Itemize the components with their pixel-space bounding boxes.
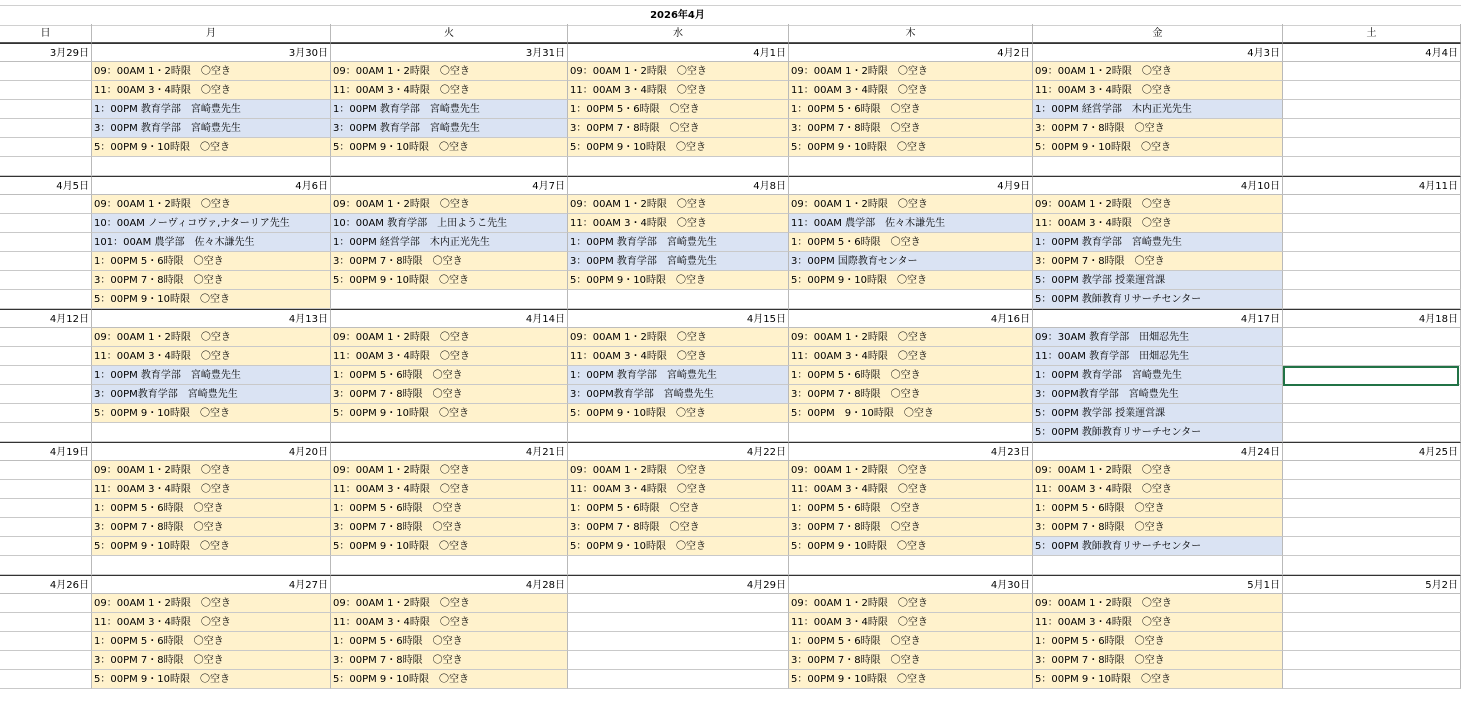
empty-cell[interactable] [1283,594,1461,613]
event-cell[interactable]: 3：00PM 教育学部 宮崎豊先生 [568,252,789,271]
empty-cell[interactable] [1283,423,1461,442]
empty-cell[interactable] [1283,385,1461,404]
date-cell[interactable]: 4月23日 [789,442,1033,461]
event-cell[interactable]: 1：00PM 教育学部 宮崎豊先生 [92,366,331,385]
event-cell[interactable]: 3：00PM 7・8時限 〇空き [331,385,568,404]
event-cell[interactable]: 3：00PM 7・8時限 〇空き [92,271,331,290]
empty-cell[interactable] [0,100,92,119]
empty-cell[interactable] [1283,138,1461,157]
event-cell[interactable]: 09：30AM 教育学部 田畑忍先生 [1033,328,1283,347]
date-cell[interactable]: 5月1日 [1033,575,1283,594]
date-cell[interactable]: 4月26日 [0,575,92,594]
event-cell[interactable]: 11：00AM 3・4時限 〇空き [92,613,331,632]
event-cell[interactable]: 09：00AM 1・2時限 〇空き [568,461,789,480]
date-cell[interactable]: 4月7日 [331,176,568,195]
calendar-title[interactable]: 2026年4月 [650,10,705,21]
empty-cell[interactable] [789,423,1033,442]
event-cell[interactable]: 11：00AM 3・4時限 〇空き [1033,613,1283,632]
event-cell[interactable]: 5：00PM 教学部 授業運営課 [1033,271,1283,290]
event-cell[interactable]: 3：00PM 7・8時限 〇空き [789,651,1033,670]
date-cell[interactable]: 4月17日 [1033,309,1283,328]
title-row [0,5,1461,26]
event-cell[interactable]: 5：00PM 9・10時限 〇空き [789,537,1033,556]
event-cell[interactable]: 1：00PM 5・6時限 〇空き [1033,499,1283,518]
empty-cell[interactable] [1283,670,1461,689]
date-cell[interactable]: 3月29日 [0,43,92,62]
event-cell[interactable]: 11：00AM 3・4時限 〇空き [789,480,1033,499]
empty-cell[interactable] [1283,366,1461,385]
empty-cell[interactable] [0,62,92,81]
event-cell[interactable]: 5：00PM 教師教育リサーチセンター [1033,290,1283,309]
empty-cell[interactable] [0,81,92,100]
event-cell[interactable]: 5：00PM 9・10時限 〇空き [331,404,568,423]
event-cell[interactable]: 09：00AM 1・2時限 〇空き [331,62,568,81]
date-cell[interactable]: 4月5日 [0,176,92,195]
empty-cell[interactable] [0,119,92,138]
event-cell[interactable]: 11：00AM 3・4時限 〇空き [1033,214,1283,233]
event-cell[interactable]: 1：00PM 5・6時限 〇空き [789,632,1033,651]
date-cell[interactable]: 4月20日 [92,442,331,461]
event-cell[interactable]: 3：00PM 7・8時限 〇空き [568,518,789,537]
event-cell[interactable]: 3：00PM 国際教育センター [789,252,1033,271]
event-cell[interactable]: 1：00PM 教育学部 宮崎豊先生 [1033,233,1283,252]
event-cell[interactable]: 09：00AM 1・2時限 〇空き [1033,594,1283,613]
empty-cell[interactable] [1283,233,1461,252]
empty-cell[interactable] [1283,347,1461,366]
empty-cell[interactable] [1283,480,1461,499]
event-cell[interactable]: 09：00AM 1・2時限 〇空き [789,594,1033,613]
weekday-header-5: 金 [1033,24,1283,43]
empty-cell[interactable] [331,556,568,575]
event-cell[interactable]: 5：00PM 9・10時限 〇空き [1033,670,1283,689]
event-cell[interactable]: 09：00AM 1・2時限 〇空き [568,195,789,214]
date-cell[interactable]: 4月10日 [1033,176,1283,195]
event-cell[interactable]: 1：00PM 教育学部 宮崎豊先生 [92,100,331,119]
event-cell[interactable]: 09：00AM 1・2時限 〇空き [568,62,789,81]
event-cell[interactable]: 09：00AM 1・2時限 〇空き [568,328,789,347]
date-cell[interactable]: 4月30日 [789,575,1033,594]
event-cell[interactable]: 1：00PM 5・6時限 〇空き [331,499,568,518]
event-cell[interactable]: 3：00PM 7・8時限 〇空き [331,252,568,271]
empty-cell[interactable] [0,214,92,233]
event-cell[interactable]: 09：00AM 1・2時限 〇空き [331,328,568,347]
event-cell[interactable]: 3：00PM 7・8時限 〇空き [331,518,568,537]
event-cell[interactable]: 1：00PM 5・6時限 〇空き [331,632,568,651]
event-cell[interactable]: 1：00PM 5・6時限 〇空き [568,499,789,518]
date-cell[interactable]: 4月11日 [1283,176,1461,195]
event-cell[interactable]: 09：00AM 1・2時限 〇空き [789,195,1033,214]
empty-cell[interactable] [1283,518,1461,537]
event-cell[interactable]: 5：00PM 9・10時限 〇空き [568,138,789,157]
event-cell[interactable]: 09：00AM 1・2時限 〇空き [789,461,1033,480]
empty-cell[interactable] [0,632,92,651]
event-cell[interactable]: 5：00PM 9・10時限 〇空き [568,404,789,423]
empty-cell[interactable] [0,347,92,366]
event-cell[interactable]: 3：00PM 7・8時限 〇空き [1033,518,1283,537]
date-cell[interactable]: 4月9日 [789,176,1033,195]
empty-cell[interactable] [1283,271,1461,290]
event-cell[interactable]: 5：00PM 9・10時限 〇空き [789,138,1033,157]
event-cell[interactable]: 09：00AM 1・2時限 〇空き [789,62,1033,81]
event-cell[interactable]: 1：00PM 教育学部 宮崎豊先生 [331,100,568,119]
event-cell[interactable]: 09：00AM 1・2時限 〇空き [92,461,331,480]
event-cell[interactable]: 11：00AM 3・4時限 〇空き [568,214,789,233]
event-cell[interactable]: 5：00PM 9・10時限 〇空き [1033,138,1283,157]
event-cell[interactable]: 1：00PM 経営学部 木内正光先生 [331,233,568,252]
empty-cell[interactable] [789,556,1033,575]
empty-cell[interactable] [1283,499,1461,518]
empty-cell[interactable] [0,594,92,613]
date-cell[interactable]: 3月31日 [331,43,568,62]
empty-cell[interactable] [0,195,92,214]
event-cell[interactable]: 5：00PM 9・10時限 〇空き [331,537,568,556]
empty-cell[interactable] [1283,195,1461,214]
event-cell[interactable]: 11：00AM 3・4時限 〇空き [789,347,1033,366]
event-cell[interactable]: 5：00PM 9・10時限 〇空き [92,404,331,423]
event-cell[interactable]: 09：00AM 1・2時限 〇空き [1033,461,1283,480]
date-cell[interactable]: 4月21日 [331,442,568,461]
event-cell[interactable]: 5：00PM 9・10時限 〇空き [92,290,331,309]
event-cell[interactable]: 09：00AM 1・2時限 〇空き [331,195,568,214]
event-cell[interactable]: 5：00PM 9・10時限 〇空き [331,271,568,290]
event-cell[interactable]: 1：00PM 5・6時限 〇空き [92,252,331,271]
empty-cell[interactable] [568,651,789,670]
date-cell[interactable]: 4月29日 [568,575,789,594]
empty-cell[interactable] [0,404,92,423]
empty-cell[interactable] [1283,613,1461,632]
event-cell[interactable]: 1：00PM 5・6時限 〇空き [789,233,1033,252]
date-cell[interactable]: 4月25日 [1283,442,1461,461]
date-cell[interactable]: 4月14日 [331,309,568,328]
event-cell[interactable]: 11：00AM 3・4時限 〇空き [568,81,789,100]
empty-cell[interactable] [1033,157,1283,176]
event-cell[interactable]: 5：00PM 9・10時限 〇空き [331,670,568,689]
empty-cell[interactable] [568,613,789,632]
date-cell[interactable]: 4月4日 [1283,43,1461,62]
event-cell[interactable]: 09：00AM 1・2時限 〇空き [331,594,568,613]
event-cell[interactable]: 1：00PM 教育学部 宮崎豊先生 [568,233,789,252]
event-cell[interactable]: 5：00PM 9・10時限 〇空き [92,670,331,689]
event-cell[interactable]: 3：00PM 7・8時限 〇空き [92,518,331,537]
event-cell[interactable]: 1：00PM 5・6時限 〇空き [331,366,568,385]
event-cell[interactable]: 3：00PM 7・8時限 〇空き [789,119,1033,138]
event-cell[interactable]: 5：00PM 9・10時限 〇空き [789,404,1033,423]
event-cell[interactable]: 1：00PM 5・6時限 〇空き [789,100,1033,119]
weekday-header-2: 火 [331,24,568,43]
event-cell[interactable]: 5：00PM 9・10時限 〇空き [568,271,789,290]
event-cell[interactable]: 1：00PM 5・6時限 〇空き [568,100,789,119]
event-cell[interactable]: 3：00PM 教育学部 宮崎豊先生 [331,119,568,138]
empty-cell[interactable] [1283,62,1461,81]
event-cell[interactable]: 5：00PM 9・10時限 〇空き [789,271,1033,290]
date-cell[interactable]: 4月19日 [0,442,92,461]
event-cell[interactable]: 1：00PM 5・6時限 〇空き [789,499,1033,518]
event-cell[interactable]: 11：00AM 3・4時限 〇空き [1033,480,1283,499]
date-cell[interactable]: 4月28日 [331,575,568,594]
event-cell[interactable]: 11：00AM 3・4時限 〇空き [92,347,331,366]
event-cell[interactable]: 5：00PM 教師教育リサーチセンター [1033,423,1283,442]
empty-cell[interactable] [568,632,789,651]
event-cell[interactable]: 11：00AM 3・4時限 〇空き [789,81,1033,100]
date-cell[interactable]: 4月22日 [568,442,789,461]
event-cell[interactable]: 10：00AM ノーヴィコヴァ,ナターリア先生 [92,214,331,233]
empty-cell[interactable] [1283,157,1461,176]
empty-cell[interactable] [1283,537,1461,556]
empty-cell[interactable] [568,670,789,689]
event-cell[interactable]: 3：00PM 7・8時限 〇空き [1033,651,1283,670]
empty-cell[interactable] [1283,81,1461,100]
event-cell[interactable]: 1：00PM 経営学部 木内正光先生 [1033,100,1283,119]
weekday-header-6: 土 [1283,24,1461,43]
event-cell[interactable]: 3：00PM 7・8時限 〇空き [331,651,568,670]
empty-cell[interactable] [92,157,331,176]
empty-cell[interactable] [0,271,92,290]
weekday-header-1: 月 [92,24,331,43]
empty-cell[interactable] [1283,632,1461,651]
empty-cell[interactable] [1283,100,1461,119]
event-cell[interactable]: 3：00PM教育学部 宮崎豊先生 [92,385,331,404]
event-cell[interactable]: 5：00PM 9・10時限 〇空き [92,537,331,556]
date-cell[interactable]: 4月13日 [92,309,331,328]
event-cell[interactable]: 09：00AM 1・2時限 〇空き [1033,195,1283,214]
empty-cell[interactable] [0,556,92,575]
empty-cell[interactable] [0,423,92,442]
event-cell[interactable]: 09：00AM 1・2時限 〇空き [92,195,331,214]
weekday-header-4: 木 [789,24,1033,43]
empty-cell[interactable] [0,651,92,670]
event-cell[interactable]: 5：00PM 9・10時限 〇空き [331,138,568,157]
date-cell[interactable]: 4月12日 [0,309,92,328]
empty-cell[interactable] [1283,290,1461,309]
empty-cell[interactable] [1283,556,1461,575]
event-cell[interactable]: 5：00PM 9・10時限 〇空き [92,138,331,157]
event-cell[interactable]: 3：00PM 7・8時限 〇空き [1033,252,1283,271]
event-cell[interactable]: 09：00AM 1・2時限 〇空き [1033,62,1283,81]
event-cell[interactable]: 1：00PM 5・6時限 〇空き [789,366,1033,385]
empty-cell[interactable] [0,499,92,518]
event-cell[interactable]: 3：00PM 7・8時限 〇空き [789,518,1033,537]
event-cell[interactable]: 11：00AM 3・4時限 〇空き [331,347,568,366]
event-cell[interactable]: 10：00AM 教育学部 上田ようこ先生 [331,214,568,233]
empty-cell[interactable] [568,290,789,309]
date-cell[interactable]: 3月30日 [92,43,331,62]
empty-cell[interactable] [1283,651,1461,670]
event-cell[interactable]: 11：00AM 3・4時限 〇空き [92,81,331,100]
event-cell[interactable]: 3：00PM 7・8時限 〇空き [789,385,1033,404]
event-cell[interactable]: 1：00PM 5・6時限 〇空き [1033,632,1283,651]
empty-cell[interactable] [1283,461,1461,480]
empty-cell[interactable] [568,423,789,442]
event-cell[interactable]: 101：00AM 農学部 佐々木謙先生 [92,233,331,252]
empty-cell[interactable] [0,385,92,404]
event-cell[interactable]: 11：00AM 3・4時限 〇空き [1033,81,1283,100]
empty-cell[interactable] [1283,252,1461,271]
date-cell[interactable]: 4月27日 [92,575,331,594]
event-cell[interactable]: 11：00AM 教育学部 田畑忍先生 [1033,347,1283,366]
date-cell[interactable]: 5月2日 [1283,575,1461,594]
event-cell[interactable]: 09：00AM 1・2時限 〇空き [92,594,331,613]
empty-cell[interactable] [1033,556,1283,575]
event-cell[interactable]: 11：00AM 3・4時限 〇空き [331,480,568,499]
empty-cell[interactable] [1283,214,1461,233]
empty-cell[interactable] [0,670,92,689]
date-cell[interactable]: 4月24日 [1033,442,1283,461]
empty-cell[interactable] [0,518,92,537]
date-cell[interactable]: 4月15日 [568,309,789,328]
empty-cell[interactable] [0,328,92,347]
empty-cell[interactable] [0,233,92,252]
event-cell[interactable]: 11：00AM 3・4時限 〇空き [568,480,789,499]
event-cell[interactable]: 3：00PM 7・8時限 〇空き [1033,119,1283,138]
weekday-header-0: 日 [0,24,92,43]
event-cell[interactable]: 11：00AM 3・4時限 〇空き [331,81,568,100]
empty-cell[interactable] [0,366,92,385]
event-cell[interactable]: 09：00AM 1・2時限 〇空き [92,62,331,81]
event-cell[interactable]: 09：00AM 1・2時限 〇空き [331,461,568,480]
event-cell[interactable]: 11：00AM 農学部 佐々木謙先生 [789,214,1033,233]
event-cell[interactable]: 5：00PM 教学部 授業運営課 [1033,404,1283,423]
empty-cell[interactable] [0,290,92,309]
event-cell[interactable]: 5：00PM 教師教育リサーチセンター [1033,537,1283,556]
event-cell[interactable]: 1：00PM 教育学部 宮崎豊先生 [1033,366,1283,385]
empty-cell[interactable] [789,157,1033,176]
event-cell[interactable]: 5：00PM 9・10時限 〇空き [568,537,789,556]
event-cell[interactable]: 11：00AM 3・4時限 〇空き [568,347,789,366]
event-cell[interactable]: 3：00PM 教育学部 宮崎豊先生 [92,119,331,138]
date-cell[interactable]: 4月18日 [1283,309,1461,328]
event-cell[interactable]: 5：00PM 9・10時限 〇空き [789,670,1033,689]
empty-cell[interactable] [568,157,789,176]
event-cell[interactable]: 3：00PM教育学部 宮崎豊先生 [1033,385,1283,404]
date-cell[interactable]: 4月8日 [568,176,789,195]
empty-cell[interactable] [1283,328,1461,347]
event-cell[interactable]: 11：00AM 3・4時限 〇空き [789,613,1033,632]
event-cell[interactable]: 3：00PM 7・8時限 〇空き [92,651,331,670]
empty-cell[interactable] [92,423,331,442]
date-cell[interactable]: 4月3日 [1033,43,1283,62]
empty-cell[interactable] [0,138,92,157]
date-cell[interactable]: 4月16日 [789,309,1033,328]
event-cell[interactable]: 11：00AM 3・4時限 〇空き [331,613,568,632]
event-cell[interactable]: 1：00PM 教育学部 宮崎豊先生 [568,366,789,385]
event-cell[interactable]: 3：00PM 7・8時限 〇空き [568,119,789,138]
date-cell[interactable]: 4月2日 [789,43,1033,62]
date-cell[interactable]: 4月1日 [568,43,789,62]
empty-cell[interactable] [0,537,92,556]
date-cell[interactable]: 4月6日 [92,176,331,195]
empty-cell[interactable] [1283,404,1461,423]
event-cell[interactable]: 1：00PM 5・6時限 〇空き [92,632,331,651]
empty-cell[interactable] [0,252,92,271]
empty-cell[interactable] [331,423,568,442]
empty-cell[interactable] [568,556,789,575]
event-cell[interactable]: 3：00PM教育学部 宮崎豊先生 [568,385,789,404]
weekday-header-3: 水 [568,24,789,43]
event-cell[interactable]: 1：00PM 5・6時限 〇空き [92,499,331,518]
empty-cell[interactable] [789,290,1033,309]
empty-cell[interactable] [0,480,92,499]
empty-cell[interactable] [331,290,568,309]
event-cell[interactable]: 11：00AM 3・4時限 〇空き [92,480,331,499]
empty-cell[interactable] [0,157,92,176]
empty-cell[interactable] [568,594,789,613]
event-cell[interactable]: 09：00AM 1・2時限 〇空き [789,328,1033,347]
empty-cell[interactable] [92,556,331,575]
empty-cell[interactable] [331,157,568,176]
event-cell[interactable]: 09：00AM 1・2時限 〇空き [92,328,331,347]
empty-cell[interactable] [0,461,92,480]
empty-cell[interactable] [0,613,92,632]
empty-cell[interactable] [1283,119,1461,138]
